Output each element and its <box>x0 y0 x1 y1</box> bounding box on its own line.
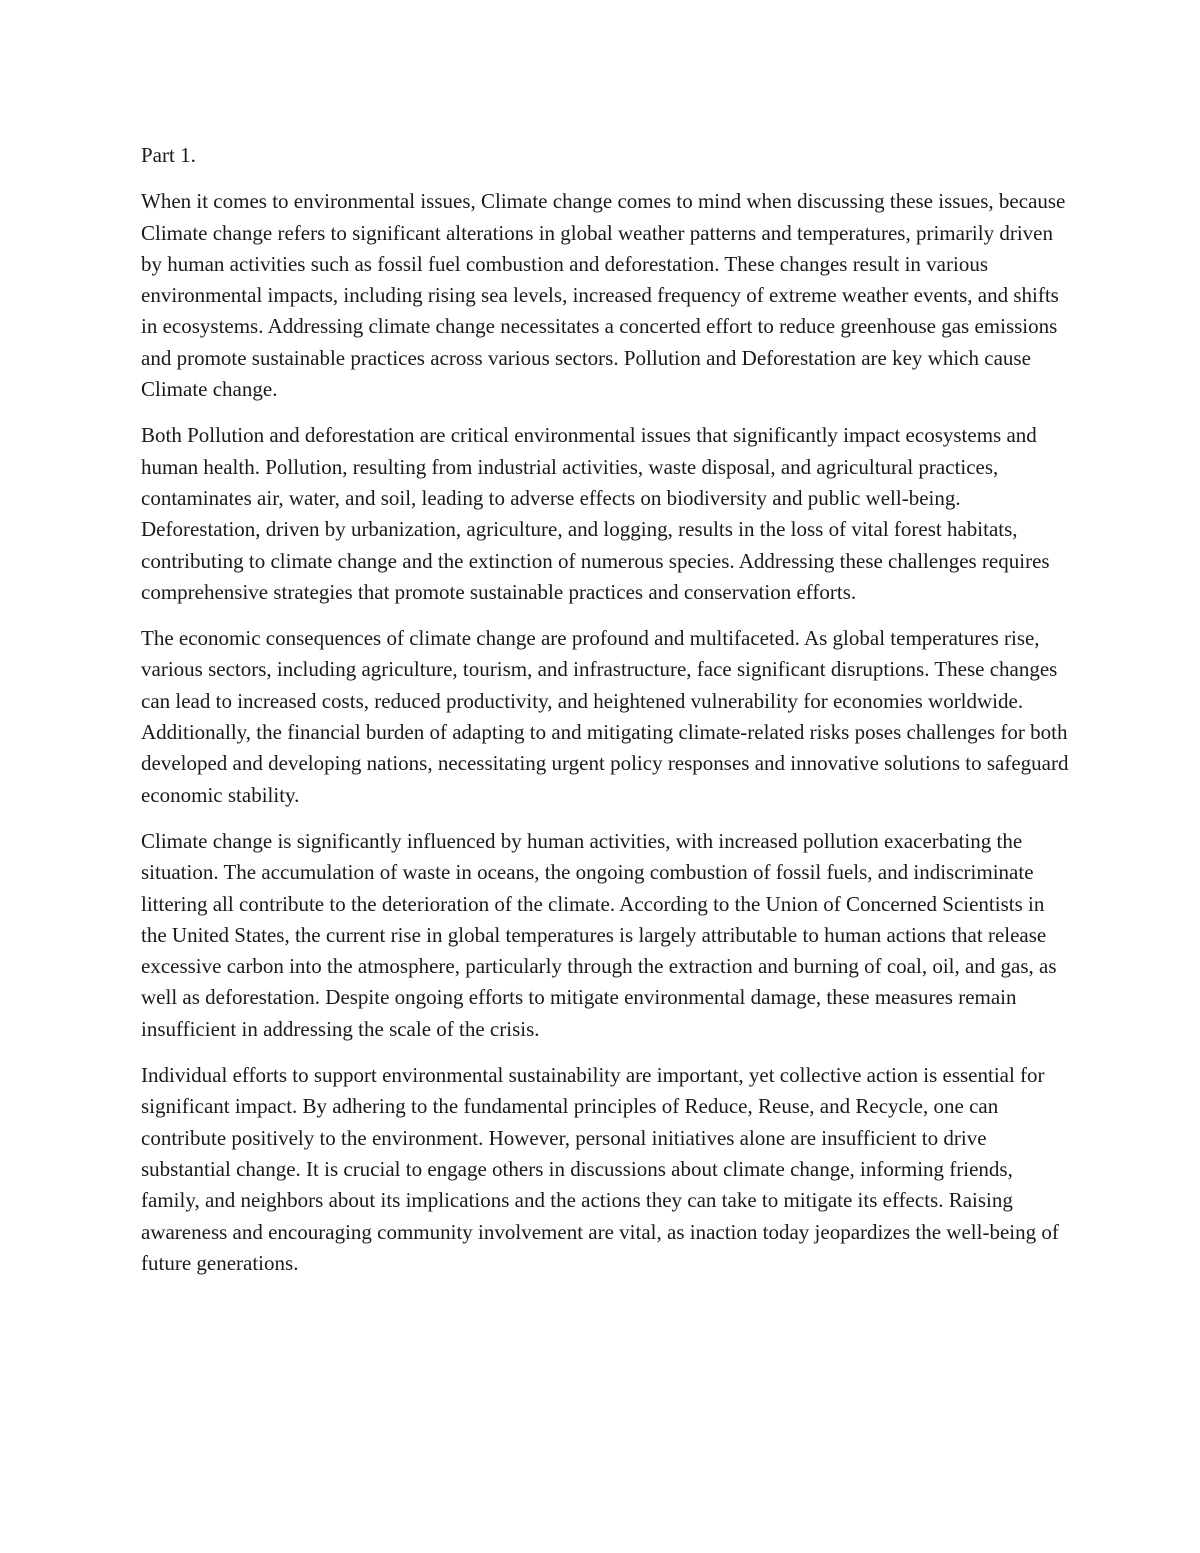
paragraph-4: Climate change is significantly influenced by human activities, with increased pollution exacerbating the situation. The accumulation of waste in oceans, the ongoing combustion of fossil fuels, and indiscriminate littering all contribute to the deterioration of the climate. According to the Union of Concerned Scientists in the United States, the current rise in global temperatures is largely attributable to human actions that release excessive carbon into the atmosphere, particularly through the extraction and burning of coal, oil, and gas, as well as deforestation. Despite ongoing efforts to mitigate environmental damage, these measures remain insufficient in addressing the scale of the crisis. <box>141 828 1057 1041</box>
paragraph-2: Both Pollution and deforestation are critical environmental issues that significantly impact ecosystems and human health. Pollution, resulting from industrial activities, waste disposal, and agricultural practices, contaminates air, water, and soil, leading to adverse effects on biodiversity and public well-being. Deforestation, driven by urbanization, agriculture, and logging, results in the loss of vital forest habitats, contributing to climate change and the extinction of numerous species. Addressing these challenges requires comprehensive strategies that promote sustainable practices and conservation efforts. <box>141 423 1050 604</box>
paragraph-5: Individual efforts to support environmental sustainability are important, yet collective action is essential for significant impact. By adhering to the fundamental principles of Reduce, Reuse, and Recycle, one can contribute positively to the environment. However, personal initiatives alone are insufficient to drive substantial change. It is crucial to engage others in discussions about climate change, informing friends, family, and neighbors about its implications and the actions they can take to mitigate its effects. Raising awareness and encouraging community involvement are vital, as inaction today jeopardizes the well-being of future generations. <box>141 1063 1059 1275</box>
paragraph-3: The economic consequences of climate change are profound and multifaceted. As global temperatures rise, various sectors, including agriculture, tourism, and infrastructure, face significant disruptions. These changes can lead to increased costs, reduced productivity, and heightened vulnerability for economies worldwide. Additionally, the financial burden of adapting to and mitigating climate-related risks poses challenges for both developed and developing nations, necessitating urgent policy responses and innovative solutions to safeguard economic stability. <box>141 626 1069 807</box>
paragraph-1: When it comes to environmental issues, Climate change comes to mind when discussing these issues, because Climate change refers to significant alterations in global weather patterns and temperatures, primarily driven by human activities such as fossil fuel combustion and deforestation. These changes result in various environmental impacts, including rising sea levels, increased frequency of extreme weather events, and shifts in ecosystems. Addressing climate change necessitates a concerted effort to reduce greenhouse gas emissions and promote sustainable practices across various sectors. Pollution and Deforestation are key which cause Climate change. <box>141 189 1066 402</box>
section-heading: Part 1. <box>141 143 196 167</box>
document-body <box>141 140 1071 1294</box>
